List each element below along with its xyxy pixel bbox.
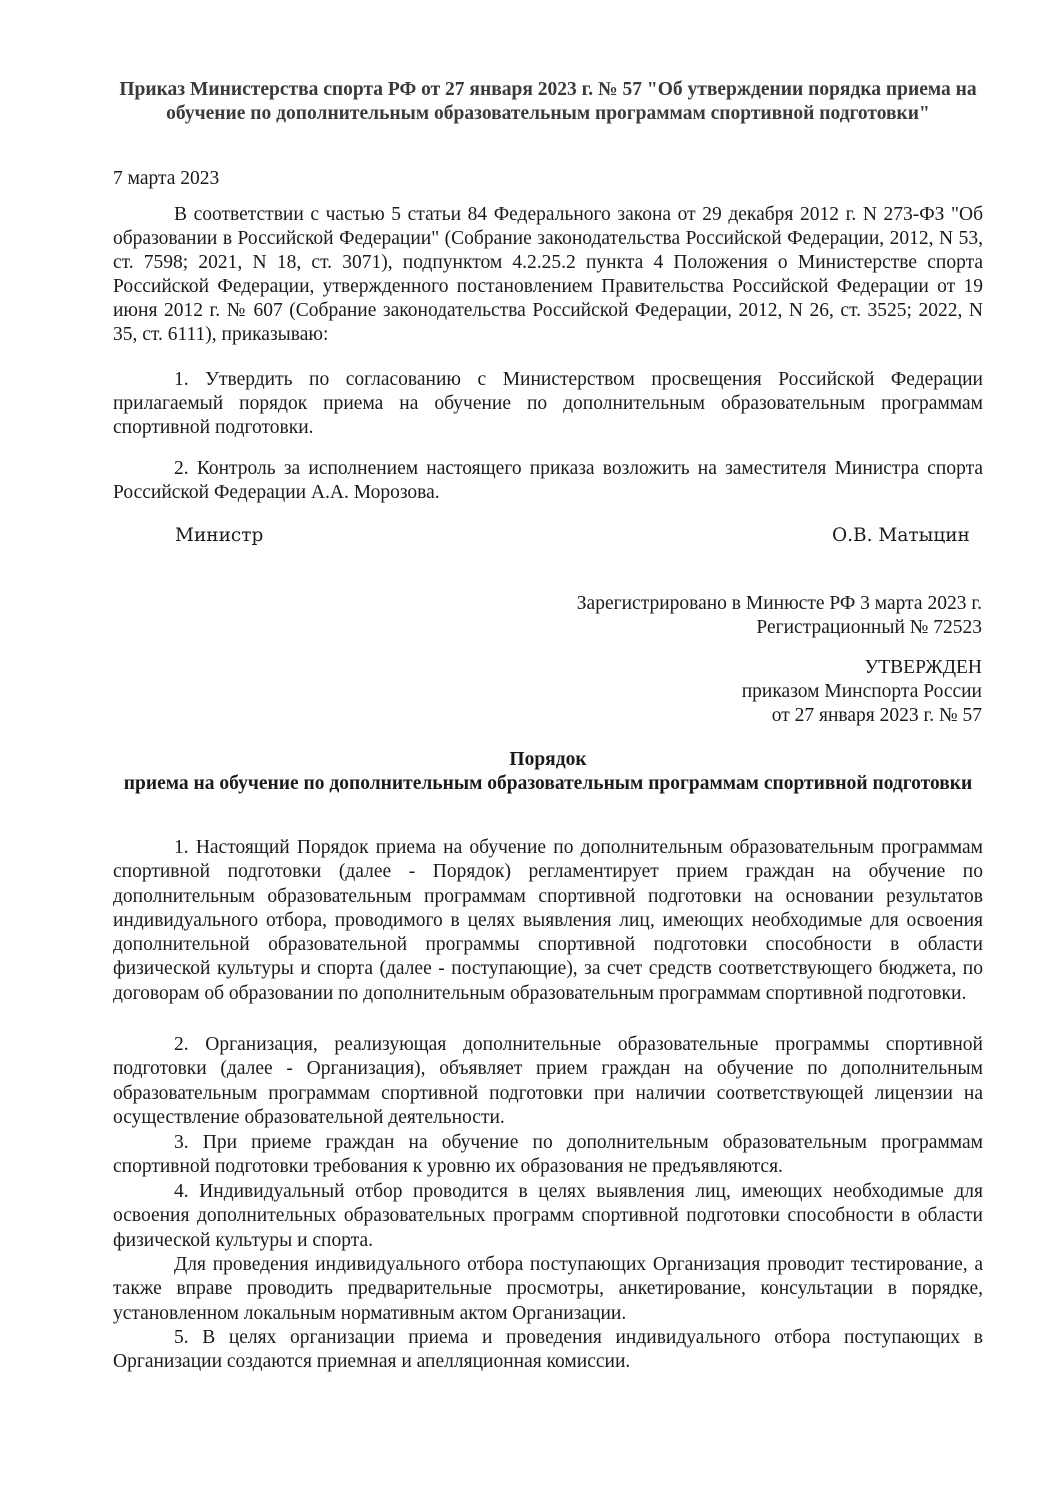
approval-order-line: приказом Минспорта России — [741, 681, 982, 702]
signatory-name: О.В. Матыцин — [832, 525, 970, 546]
publication-date: 7 марта 2023 — [113, 168, 220, 189]
registration-line: Зарегистрировано в Минюсте РФ 3 марта 2023 г. — [576, 593, 982, 614]
order-title-subheading: приема на обучение по дополнительным образовательным программам спортивной подготовки — [123, 773, 973, 794]
section-4-paragraph: 4. Индивидуальный отбор проводится в целях выявления лиц, имеющих необходимые для освоения дополнительных образовательных программ спортивной подготовки способности в области физической культуры и спорта. — [113, 1181, 983, 1251]
registration-number: Регистрационный № 72523 — [756, 617, 982, 638]
section-2-paragraph: 2. Организация, реализующая дополнительные образовательные программы спортивной подготовки (далее - Организация), объявляет прием граждан на обучение по дополнительным образовательным программам спортивной подготовки при наличии соответствующей лицензии на осуществление образовательной деятельности. — [113, 1034, 983, 1128]
document-title: Приказ Министерства спорта РФ от 27 января 2023 г. № 57 "Об утверждении порядка приема на обучение по дополнительным образовательным программам спортивной подготовки" — [119, 79, 977, 124]
point-1-paragraph: 1. Утвердить по согласованию с Министерством просвещения Российской Федерации прилагаемый порядок приема на обучение по дополнительным образовательным программам спортивной подготовки. — [113, 369, 983, 438]
preamble-paragraph: В соответствии с частью 5 статьи 84 Федерального закона от 29 декабря 2012 г. N 273-ФЗ "Об образовании в Российской Федерации" (Собрание законодательства Российской Федерации, 2012, N 53, ст. 7598; 2021, N 18, ст. 3071), подпунктом 4.2.25.2 пункта 4 Положения о Министерстве спорта Российской Федерации, утвержденного постановлением Правительства Российской Федерации от 19 июня 2012 г. № 607 (Собрание законодательства Российской Федерации, 2012, N 26, ст. 3525; 2022, N 35, ст. 6111), приказываю: — [113, 204, 983, 345]
signatory-position: Министр — [175, 525, 264, 546]
section-4-continuation-paragraph: Для проведения индивидуального отбора поступающих Организация проводит тестирование, а также вправе проводить предварительные просмотры, анкетирование, консультации в порядке, установленном локальным нормативным актом Организации. — [113, 1254, 983, 1324]
section-1-paragraph: 1. Настоящий Порядок приема на обучение по дополнительным образовательным программам спортивной подготовки (далее - Порядок) регламентирует прием граждан на обучение по дополнительным образовательным программам спортивной подготовки на основании результатов индивидуального отбора, проводимого в целях выявления лиц, имеющих необходимые для освоения дополнительной образовательной программы спортивной подготовки способности в области физической культуры и спорта (далее - поступающие), за счет средств соответствующего бюджета, по договорам об образовании по дополнительным образовательным программам спортивной подготовки. — [113, 837, 983, 1004]
order-title-heading: Порядок — [509, 749, 587, 770]
approval-heading: УТВЕРЖДЕН — [864, 657, 982, 678]
section-3-paragraph: 3. При приеме граждан на обучение по дополнительным образовательным программам спортивной подготовки требования к уровню их образования не предъявляются. — [113, 1132, 983, 1178]
approval-block — [742, 656, 982, 728]
order-title — [113, 748, 983, 796]
section-5-paragraph: 5. В целях организации приема и проведения индивидуального отбора поступающих в Организации создаются приемная и апелляционная комиссии. — [113, 1327, 983, 1373]
approval-date-line: от 27 января 2023 г. № 57 — [771, 705, 982, 726]
point-2-paragraph: 2. Контроль за исполнением настоящего приказа возложить на заместителя Министра спорта Российской Федерации А.А. Морозова. — [113, 458, 983, 503]
registration-block — [577, 592, 982, 640]
